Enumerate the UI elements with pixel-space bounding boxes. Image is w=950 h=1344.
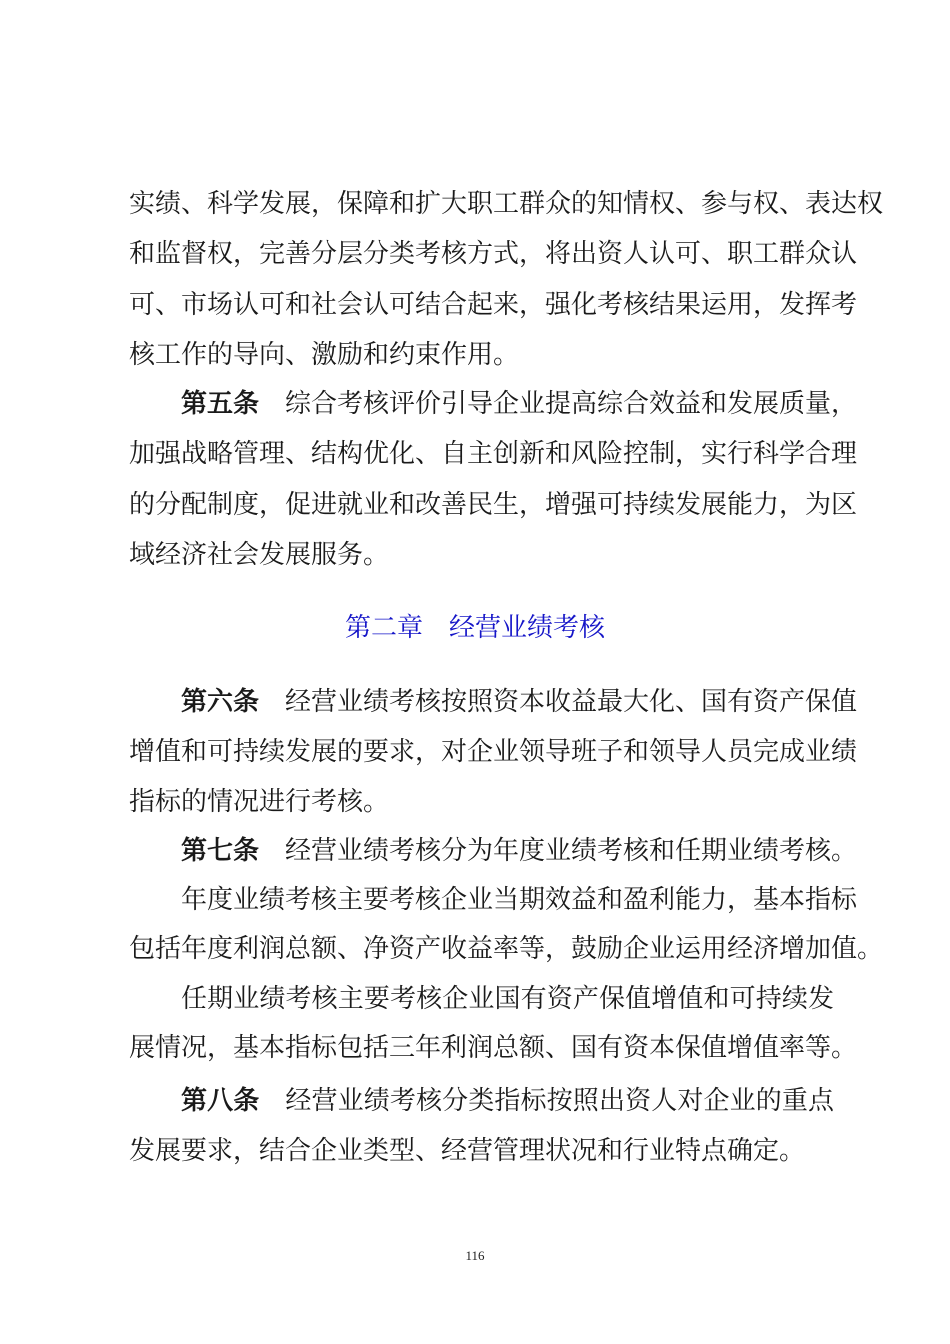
article-5-label: 第五条 <box>181 389 260 419</box>
paragraph-line: 可、市场认可和社会认可结合起来，强化考核结果运用，发挥考 <box>129 290 858 320</box>
article-6-label: 第六条 <box>181 687 260 717</box>
paragraph-line: 展情况，基本指标包括三年利润总额、国有资本保值增值率等。 <box>129 1033 858 1063</box>
article-7-text: 经营业绩考核分为年度业绩考核和任期业绩考核。 <box>285 836 858 866</box>
article-8-label: 第八条 <box>181 1086 260 1116</box>
article-6-first-line <box>181 676 858 728</box>
paragraph-line: 实绩、科学发展，保障和扩大职工群众的知情权、参与权、表达权 <box>129 189 884 219</box>
article-7-first-line <box>181 825 858 877</box>
article-8-text: 经营业绩考核分类指标按照出资人对企业的重点 <box>285 1086 834 1116</box>
article-5-text: 综合考核评价引导企业提高综合效益和发展质量， <box>285 389 858 419</box>
article-7-label: 第七条 <box>181 836 260 866</box>
chapter-title: 经营业绩考核 <box>449 613 606 643</box>
paragraph-line: 核工作的导向、激励和约束作用。 <box>129 340 520 370</box>
article-5-first-line <box>181 378 858 430</box>
page-number: 116 <box>465 1248 485 1263</box>
chapter-heading <box>0 602 950 654</box>
paragraph-line: 任期业绩考核主要考核企业国有资产保值增值和可持续发 <box>181 984 834 1014</box>
paragraph-line: 加强战略管理、结构优化、自主创新和风险控制，实行科学合理 <box>129 439 858 469</box>
paragraph-line: 增值和可持续发展的要求，对企业领导班子和领导人员完成业绩 <box>129 737 858 767</box>
paragraph-line: 发展要求，结合企业类型、经营管理状况和行业特点确定。 <box>129 1136 806 1166</box>
paragraph-line: 年度业绩考核主要考核企业当期效益和盈利能力，基本指标 <box>181 885 858 915</box>
article-6-text: 经营业绩考核按照资本收益最大化、国有资产保值 <box>285 687 858 717</box>
chapter-number: 第二章 <box>344 613 423 643</box>
paragraph-line: 和监督权，完善分层分类考核方式，将出资人认可、职工群众认 <box>129 239 858 269</box>
paragraph-line: 指标的情况进行考核。 <box>129 787 390 817</box>
paragraph-line: 包括年度利润总额、净资产收益率等，鼓励企业运用经济增加值。 <box>129 934 884 964</box>
paragraph-line: 的分配制度，促进就业和改善民生，增强可持续发展能力，为区 <box>129 490 858 520</box>
paragraph-line: 域经济社会发展服务。 <box>129 540 390 570</box>
article-8-first-line <box>181 1075 834 1127</box>
